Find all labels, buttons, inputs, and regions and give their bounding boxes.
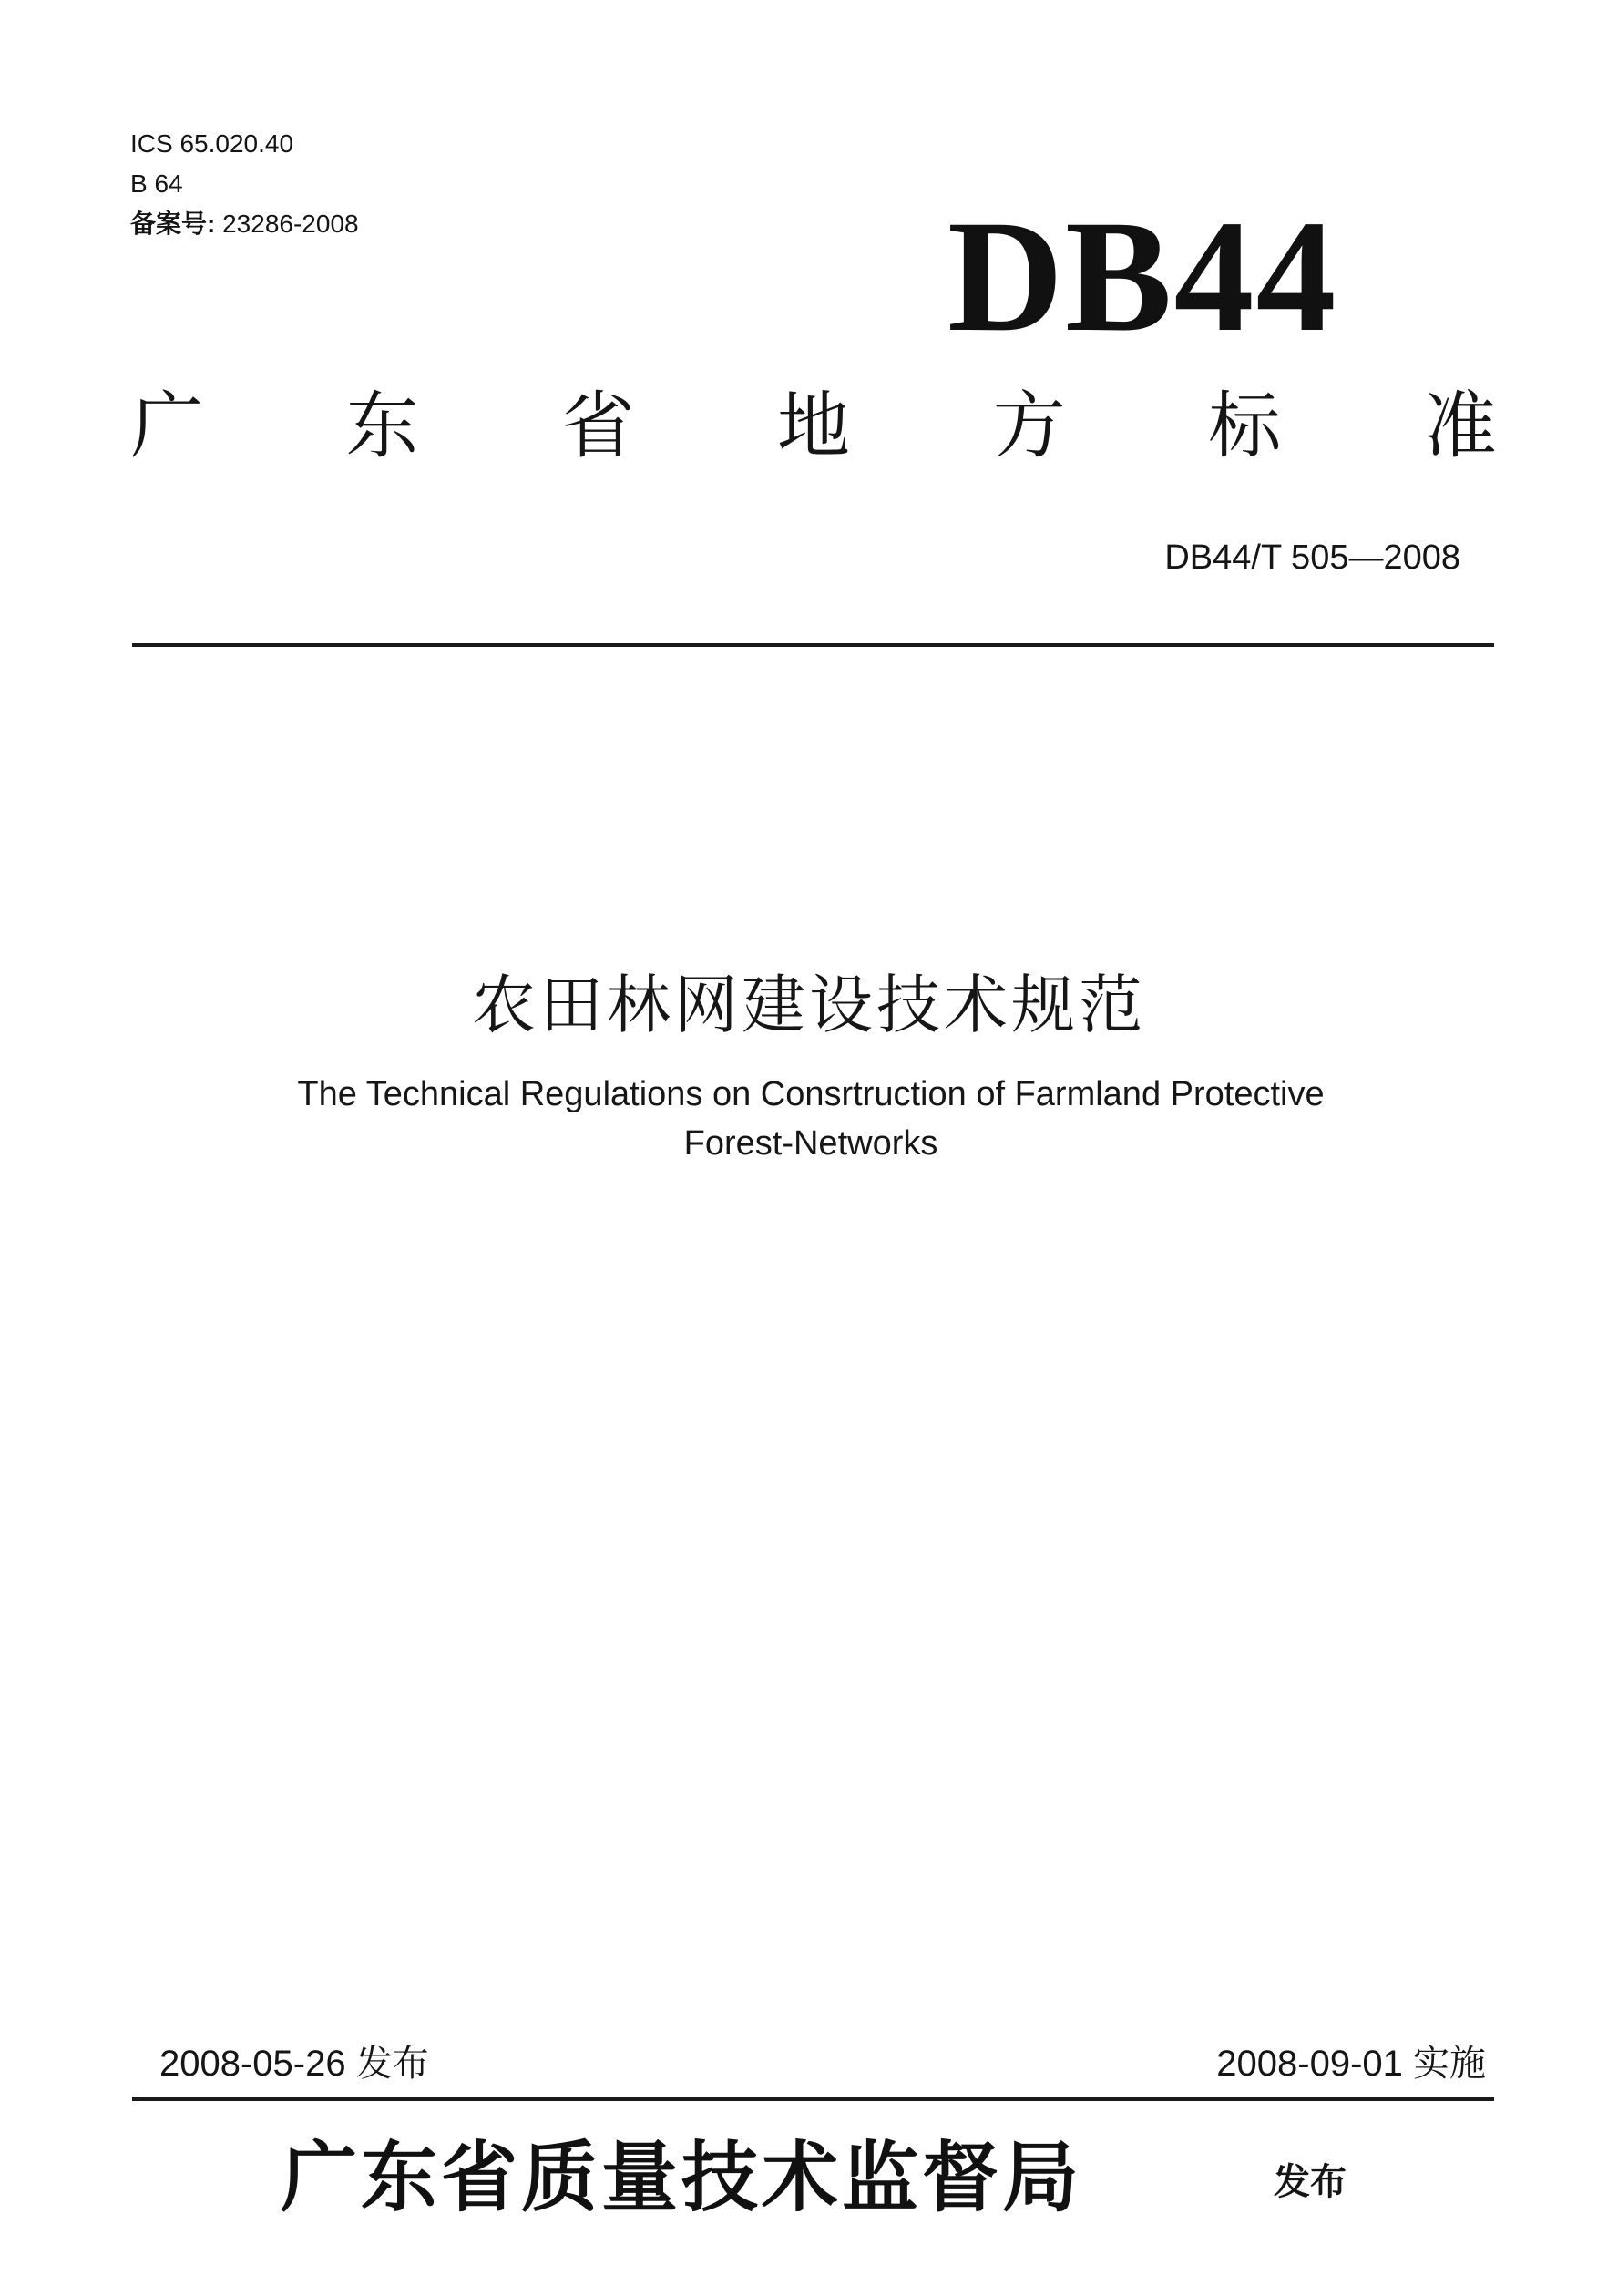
standard-class-char: 准: [1423, 384, 1497, 468]
standard-number: DB44/T 505—2008: [1164, 538, 1460, 577]
standard-class-char: 省: [561, 384, 635, 468]
filing-number: 23286-2008: [222, 210, 359, 238]
standard-class-char: 标: [1208, 384, 1282, 468]
ics-code: ICS 65.020.40: [130, 129, 294, 158]
issue-date: 2008-05-26 发布: [159, 2044, 429, 2084]
filing-label: 备案号:: [130, 210, 216, 238]
english-title-line: The Technical Regulations on Consrtruction of Farmland Protective: [297, 1075, 1325, 1113]
standard-class-char: 方: [992, 384, 1066, 468]
english-title: [182, 1070, 1439, 1168]
issuing-action: 发布: [1274, 2161, 1347, 2203]
standard-class-char: 地: [776, 384, 850, 468]
standard-classification: [130, 381, 1497, 472]
implementation-date: 2008-09-01 实施: [1216, 2044, 1486, 2084]
issuing-authority: 广东省质量技术监督局: [281, 2132, 1083, 2222]
bottom-divider: [132, 2097, 1494, 2101]
chinese-title: 农田林网建设技术规范: [472, 968, 1146, 1042]
filing-number-line: [130, 204, 359, 244]
english-title-line: Forest-Networks: [683, 1124, 938, 1163]
standard-code-logo: DB44: [947, 188, 1338, 365]
ccs-code: B 64: [130, 169, 183, 198]
document-metadata: [130, 124, 359, 244]
standard-class-char: 东: [345, 384, 419, 468]
top-divider: [132, 643, 1494, 647]
standard-class-char: 广: [130, 384, 203, 468]
